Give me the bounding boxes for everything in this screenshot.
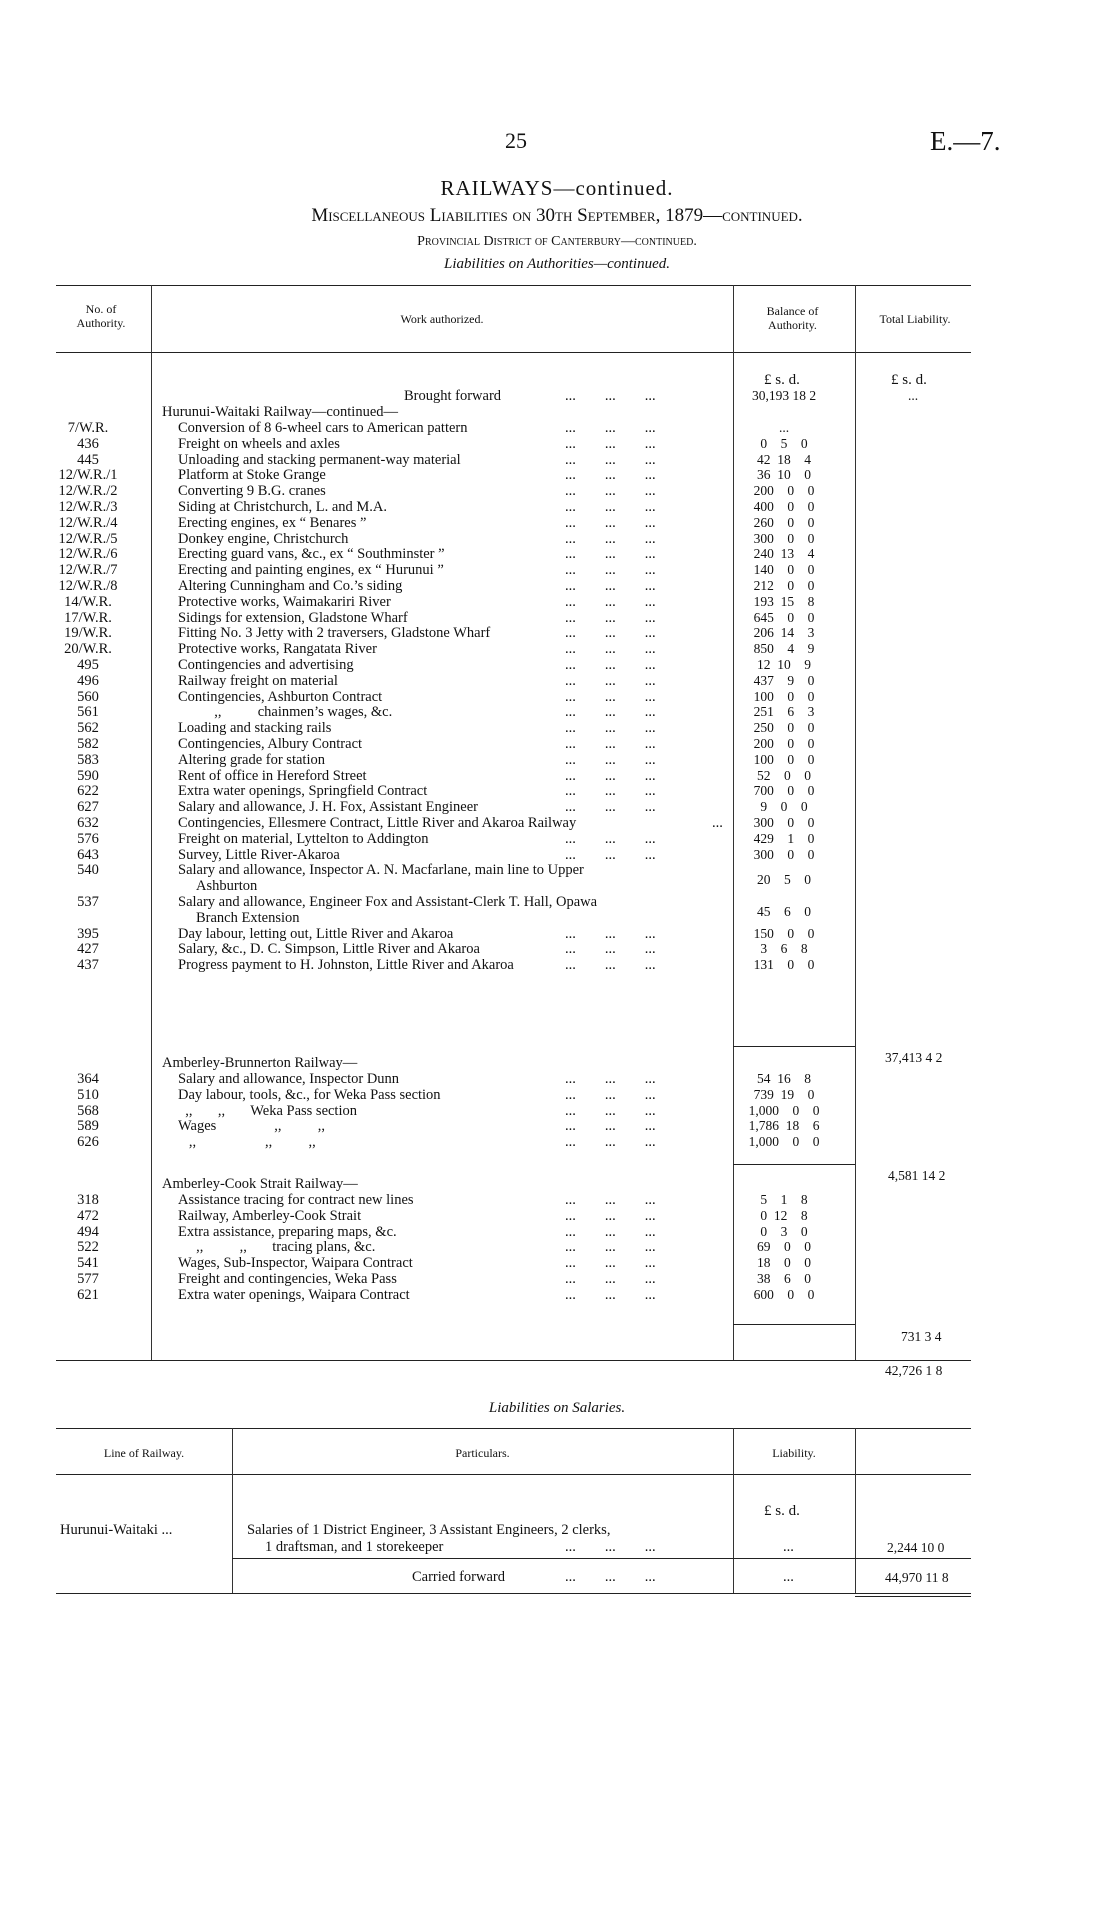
balance-amount: 200 0 0 [753,483,815,499]
balance-amount: 150 0 0 [753,925,815,941]
work-description: Altering Cunningham and Co.’s siding [178,578,403,594]
leader-dots: ... ... ... [565,799,656,816]
authority-number: 12/W.R./2 [58,483,118,500]
work-description: Freight and contingencies, Weka Pass [178,1271,397,1287]
authority-number: 12/W.R./6 [58,546,118,563]
header-bottom-rule [56,352,971,353]
table-row [0,752,1114,768]
salaries-top-rule [56,1428,971,1429]
balance-amount: 400 0 0 [753,499,815,514]
leader-dots: ... ... ... [565,846,656,863]
leader-dots: ... ... ... [565,420,656,436]
table-row [0,941,1114,957]
authority-number: 626 [77,1134,99,1151]
balance-amount: 1,000 0 0 [748,1102,820,1118]
leader-dots: ... ... ... [565,467,656,484]
salaries-header-line: Line of Railway. [103,1446,185,1460]
salaries-liability: ... [783,1539,794,1555]
authority-number: 562 [77,720,99,737]
column-header-total: Total Liability. [879,312,951,326]
balance-amount: 38 6 0 [757,1271,811,1286]
balance-amount: 45 6 0 [757,904,811,919]
leader-dots: ... ... ... [565,562,656,579]
leader-dots: ... ... ... [565,578,656,594]
table-row [0,1103,1114,1119]
work-description: Platform at Stoke Grange [178,467,326,484]
balance-amount: 300 0 0 [753,846,815,862]
work-description-cont: Ashburton [196,878,258,895]
balance-amount: 206 14 3 [753,625,815,641]
authority-number: 12/W.R./4 [58,514,118,531]
group-title-amberley-cook [162,1176,358,1193]
salaries-lsd-label: £ s. d. [764,1503,800,1519]
authority-number: 445 [77,451,99,468]
authority-number: 583 [77,751,99,768]
table-row [0,1287,1114,1303]
leader-dots: ... ... ... [565,483,656,500]
table-row [0,483,1114,499]
document-code: E.—7. [930,126,1001,156]
authority-number: 590 [77,767,99,784]
leader-dots: ... ... ... [565,657,656,673]
authority-number: 589 [77,1118,99,1135]
work-description: Erecting guard vans, &c., ex “ Southminster ” [178,546,445,563]
authority-number: 541 [77,1255,99,1272]
balance-amount: 131 0 0 [753,957,815,973]
table-row [0,1255,1114,1271]
work-description: ,, ,, ,, [178,1134,316,1151]
grand-total-rule [56,1360,971,1361]
table-row [0,420,1114,436]
group-title-amberley-brunnerton [162,1055,357,1072]
work-description: Loading and stacking rails [178,720,332,737]
salaries-line-of-railway: Hurunui-Waitaki ... [60,1522,173,1538]
authority-number: 14/W.R. [64,593,112,610]
leader-dots: ... ... ... [565,957,656,974]
leader-dots: ... ... ... [565,736,656,752]
leader-dots: ... ... ... [565,751,656,768]
brought-forward-row [0,388,1114,404]
balance-amount: 240 13 4 [753,546,815,562]
authority-number: 582 [77,736,99,752]
table-row [0,957,1114,973]
authority-number: 621 [77,1286,99,1303]
table-row [0,768,1114,784]
authority-number: 632 [77,815,99,831]
table-row [0,720,1114,736]
work-description: Salary and allowance, Engineer Fox and Assistant-Clerk T. Hall, Opawa [178,894,598,910]
leader-dots: ... ... ... [565,1118,656,1135]
table-row [0,1118,1114,1134]
balance-amount: 1,000 0 0 [748,1134,820,1150]
group-title-text: Hurunui-Waitaki Railway—continued— [162,404,399,420]
authority-number: 494 [77,1223,99,1240]
leader-dots: ... ... ... [565,1569,656,1585]
leader-dots: ... ... ... [565,546,656,563]
page-number: 25 [505,128,527,153]
balance-amount: 200 0 0 [753,736,815,751]
table-row [0,594,1114,610]
work-description: Wages, Sub-Inspector, Waipara Contract [178,1255,413,1272]
work-description: Contingencies, Ellesmere Contract, Little River and Akaroa Railway [178,815,577,831]
leader-dots: ... ... ... [565,704,656,721]
authority-number: 522 [77,1239,99,1256]
table-top-rule [56,285,971,286]
work-description: Contingencies, Ashburton Contract [178,688,383,705]
salaries-header-rule [56,1474,971,1475]
authority-number: 318 [77,1192,99,1208]
authority-number: 472 [77,1207,99,1224]
page-subtitle: Miscellaneous Liabilities on 30th September, 1879—continued. [311,205,803,226]
work-description: Contingencies and advertising [178,657,354,673]
leader-dots: ... ... ... [565,1255,656,1272]
balance-amount: 69 0 0 [757,1239,811,1255]
group-total-hurunui: 37,413 4 2 [885,1050,943,1065]
balance-amount: 0 5 0 [760,435,808,451]
balance-amount: 140 0 0 [753,562,815,578]
subtotal-rule-2 [733,1164,855,1165]
work-description: Donkey engine, Christchurch [178,530,349,547]
authority-number: 20/W.R. [64,641,112,658]
leader-dots: ... ... ... [565,830,656,847]
work-description: Protective works, Waimakariri River [178,593,391,610]
table-row [0,578,1114,594]
bottom-rule-double [855,1596,971,1597]
work-description: Conversion of 8 6-wheel cars to American pattern [178,420,468,436]
work-description: Converting 9 B.G. cranes [178,483,326,500]
work-description: Railway, Amberley-Cook Strait [178,1207,362,1224]
authority-number: 496 [77,672,99,689]
work-description: Freight on material, Lyttelton to Addington [178,830,429,847]
table-row [0,657,1114,673]
authority-number: 561 [77,704,99,721]
balance-amount: 429 1 0 [753,830,815,846]
table-row [0,531,1114,547]
table-row [0,799,1114,815]
leader-dots: ... ... ... [565,388,656,404]
work-description: Salary and allowance, Inspector A. N. Macfarlane, main line to Upper [178,862,584,879]
table-row [0,546,1114,562]
balance-amount: 260 0 0 [753,514,815,530]
brought-forward-label: Brought forward [404,388,502,404]
authority-number: 540 [77,862,99,879]
table-row [0,1071,1114,1087]
salaries-total: 2,244 10 0 [887,1540,945,1555]
leader-dots: ... ... ... [565,625,656,642]
balance-amount: 20 5 0 [757,872,811,888]
table-row [0,499,1114,515]
carried-forward-liability: ... [783,1569,794,1585]
work-description: Progress payment to H. Johnston, Little River and Akaroa [178,957,514,974]
work-description: Unloading and stacking permanent-way material [178,451,461,468]
work-description: Survey, Little River-Akaroa [178,846,340,863]
column-header-balance: Balance of Authority. [766,304,819,332]
work-description: Sidings for extension, Gladstone Wharf [178,609,408,626]
work-description: Salary and allowance, Inspector Dunn [178,1071,400,1087]
salaries-particulars-line2: 1 draftsman, and 1 storekeeper [265,1539,444,1555]
table-row [0,1192,1114,1208]
leader-dots: ... ... ... [565,530,656,547]
balance-amount: 437 9 0 [753,672,815,688]
leader-dots: ... ... ... [565,451,656,468]
table-row [0,673,1114,689]
work-description: Contingencies, Albury Contract [178,736,363,752]
work-description: ,, ,, Weka Pass section [178,1102,357,1119]
authority-number: 427 [77,941,99,958]
table-row [0,1087,1114,1103]
balance-amount: ... [778,420,790,435]
balance-amount: 5 1 8 [760,1192,808,1207]
brought-forward-value: 30,193 18 2 [751,388,817,403]
balance-amount: 700 0 0 [753,783,815,799]
authority-number: 12/W.R./7 [58,562,118,579]
leader-dots: ... ... ... [565,941,656,958]
table-row [0,562,1114,578]
balance-amount: 12 10 9 [757,657,811,672]
column-header-no: No. of Authority. [76,302,126,330]
table-row [0,1224,1114,1240]
leader-dots: ... ... ... [565,593,656,610]
salaries-divider-3 [855,1428,856,1593]
brought-forward-total: ... [908,388,919,403]
table-row [0,1271,1114,1287]
group-title-hurunui [162,404,398,421]
subtotal-rule-1 [733,1046,855,1047]
work-description: Erecting engines, ex “ Benares ” [178,514,367,531]
table-row [0,452,1114,468]
work-description: ,, chainmen’s wages, &c. [178,704,393,721]
leader-dots: ... ... ... [565,688,656,705]
carried-forward-total: 44,970 11 8 [885,1570,949,1585]
authority-number: 643 [77,846,99,863]
authority-number: 12/W.R./8 [58,578,118,594]
leader-dots: ... ... ... [565,1223,656,1240]
column-header-work: Work authorized. [400,312,484,326]
page-title: RAILWAYS—continued. [440,176,674,200]
leader-dots: ... ... ... [565,609,656,626]
table-row [0,436,1114,452]
balance-amount: 251 6 3 [753,704,815,720]
leader-dots: ... ... ... [565,1134,656,1151]
balance-amount: 212 0 0 [753,578,815,593]
leader-dots: ... ... ... [565,1539,656,1555]
balance-amount: 1,786 18 6 [748,1118,820,1134]
leader-dots: ... ... ... [565,925,656,942]
leader-dots: ... ... ... [565,783,656,800]
work-description: Salary, &c., D. C. Simpson, Little River and Akaroa [178,941,480,958]
leader-dots: ... ... ... [565,1207,656,1224]
section-heading-salaries: Liabilities on Salaries. [488,1400,626,1416]
balance-amount: 100 0 0 [753,688,815,704]
grand-total: 42,726 1 8 [885,1363,943,1378]
work-description: Fitting No. 3 Jetty with 2 traversers, Gladstone Wharf [178,625,491,642]
table-row [0,815,1114,831]
authority-number: 495 [77,657,99,673]
authority-number: 364 [77,1071,99,1087]
table-row [0,610,1114,626]
leader-dots: ... ... ... [565,1271,656,1287]
work-description: Siding at Christchurch, L. and M.A. [178,499,388,515]
salaries-header-particulars: Particulars. [455,1446,510,1460]
work-description: Extra assistance, preparing maps, &c. [178,1223,397,1240]
balance-amount: 300 0 0 [753,815,815,830]
authority-number: 568 [77,1102,99,1119]
group-total-amberley-brunnerton: 4,581 14 2 [888,1168,946,1183]
authority-number: 436 [77,435,99,452]
table-row [0,625,1114,641]
bottom-rule [56,1593,971,1594]
authority-number: 576 [77,830,99,847]
authority-number: 437 [77,957,99,974]
authority-number: 537 [77,894,99,910]
leader-dots: ... ... ... [565,1071,656,1087]
work-description: Assistance tracing for contract new lines [178,1192,414,1208]
table-row [0,847,1114,863]
authority-number: 19/W.R. [64,625,112,642]
leader-dots: ... ... ... [565,1286,656,1303]
balance-amount: 42 18 4 [757,451,811,467]
work-description: Extra water openings, Springfield Contract [178,783,428,800]
table-row [0,1134,1114,1150]
authority-number: 7/W.R. [67,420,109,436]
work-description: Day labour, tools, &c., for Weka Pass section [178,1086,441,1103]
authority-number: 395 [77,925,99,942]
leader-dots: ... ... ... [565,720,656,737]
balance-amount: 3 6 8 [760,941,808,957]
table-row [0,831,1114,847]
balance-amount: 18 0 0 [757,1255,811,1271]
balance-amount: 0 3 0 [760,1223,808,1239]
work-description: Altering grade for station [178,751,325,768]
section-heading-authorities: Liabilities on Authorities—continued. [444,256,670,272]
table-row [0,467,1114,483]
subtotal-rule-3 [733,1324,855,1325]
authority-number: 12/W.R./1 [58,467,118,484]
group-title-text: Amberley-Cook Strait Railway— [162,1176,358,1192]
work-description: Day labour, letting out, Little River and Akaroa [178,925,454,942]
authority-number: 627 [77,799,99,816]
balance-amount: 52 0 0 [757,767,811,783]
leader-dots: ... ... ... [565,514,656,531]
carried-forward-label: Carried forward [412,1569,505,1585]
group-title-text: Amberley-Brunnerton Railway— [162,1055,358,1071]
balance-amount: 645 0 0 [753,609,815,625]
authority-number: 622 [77,783,99,800]
authority-number: 510 [77,1086,99,1103]
authority-number: 577 [77,1271,99,1287]
table-row [0,783,1114,799]
leader-dots: ... ... ... [565,767,656,784]
table-row [0,689,1114,705]
work-description: Extra water openings, Waipara Contract [178,1286,410,1303]
leader-dots: ... [712,815,723,831]
lsd-balance-label: £ s. d. [764,372,800,388]
work-description: ,, ,, tracing plans, &c. [178,1239,376,1256]
work-description: Rent of office in Hereford Street [178,767,367,784]
leader-dots: ... ... ... [565,435,656,452]
authority-number: 560 [77,688,99,705]
work-description: Salary and allowance, J. H. Fox, Assistant Engineer [178,799,479,816]
leader-dots: ... ... ... [565,499,656,515]
leader-dots: ... ... ... [565,641,656,658]
lsd-total-label: £ s. d. [891,372,927,388]
balance-amount: 250 0 0 [753,720,815,736]
leader-dots: ... ... ... [565,672,656,689]
balance-amount: 54 16 8 [757,1071,811,1086]
work-description: Erecting and painting engines, ex “ Hurunui ” [178,562,444,579]
authority-number: 12/W.R./5 [58,530,118,547]
leader-dots: ... ... ... [565,1086,656,1103]
balance-amount: 739 19 0 [753,1086,815,1102]
carried-forward-rule [232,1558,971,1559]
table-row [0,704,1114,720]
work-description: Railway freight on material [178,672,338,689]
work-description-cont: Branch Extension [196,910,300,926]
authority-number: 17/W.R. [64,609,112,626]
balance-amount: 193 15 8 [753,593,815,609]
balance-amount: 0 12 8 [760,1207,808,1223]
table-row [0,1208,1114,1224]
leader-dots: ... ... ... [565,1102,656,1119]
table-row [0,926,1114,942]
table-row [0,515,1114,531]
balance-amount: 850 4 9 [753,641,815,657]
work-description: Wages ,, ,, [178,1118,326,1135]
salaries-particulars-line1: Salaries of 1 District Engineer, 3 Assistant Engineers, 2 clerks, [247,1522,611,1538]
table-row [0,736,1114,752]
table-row [0,894,1114,926]
balance-amount: 9 0 0 [760,799,808,815]
salaries-header-liability: Liability. [772,1446,816,1460]
authority-number: 12/W.R./3 [58,499,118,515]
balance-amount: 300 0 0 [753,530,815,546]
table-row [0,1239,1114,1255]
work-description: Freight on wheels and axles [178,435,340,452]
balance-amount: 100 0 0 [753,751,815,767]
leader-dots: ... ... ... [565,1239,656,1256]
table-row [0,641,1114,657]
district-heading: Provincial District of Canterbury—continued. [417,234,697,249]
work-description: Protective works, Rangatata River [178,641,377,658]
group-total-amberley-cook: 731 3 4 [901,1329,942,1344]
table-row [0,862,1114,895]
leader-dots: ... ... ... [565,1192,656,1208]
balance-amount: 600 0 0 [753,1286,815,1302]
balance-amount: 36 10 0 [757,467,811,483]
